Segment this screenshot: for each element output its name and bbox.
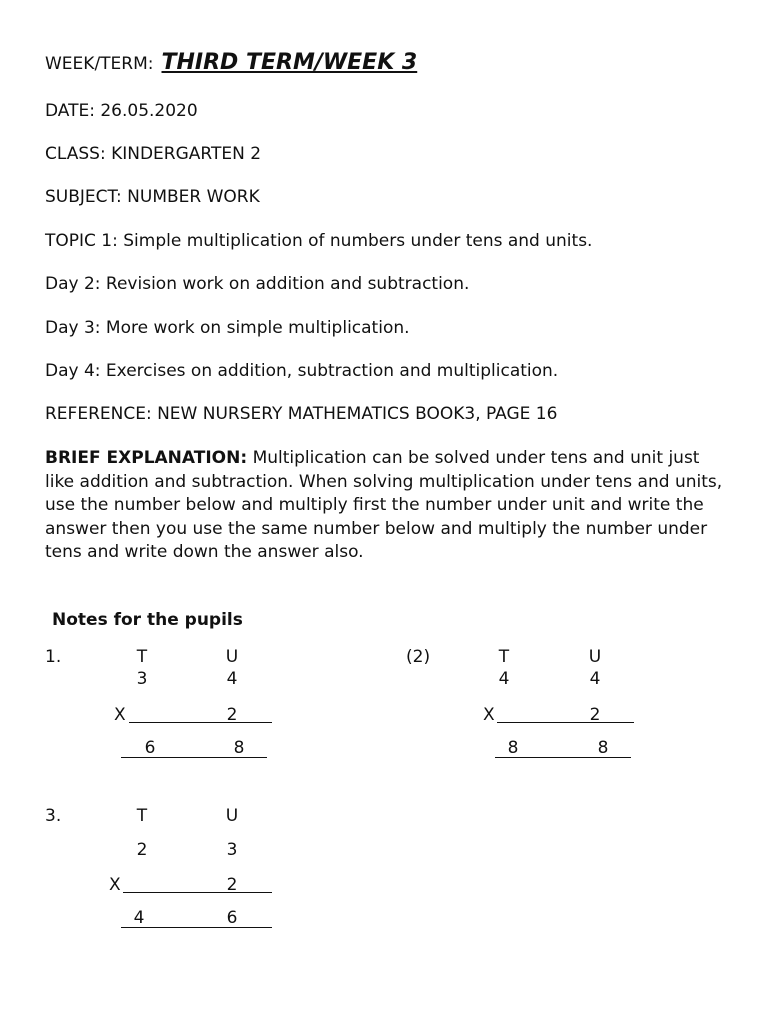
subject-line: SUBJECT: NUMBER WORK	[45, 187, 260, 207]
units-digit: 4	[589, 669, 601, 689]
class-line: CLASS: KINDERGARTEN 2	[45, 144, 262, 164]
week-term-line	[45, 52, 417, 75]
day3-line: Day 3: More work on simple multiplication.	[45, 318, 410, 338]
multiplier-digit: 2	[226, 705, 238, 725]
multiplier-underline	[129, 722, 272, 723]
exercise-number: 3.	[45, 806, 62, 826]
day4-line: Day 4: Exercises on addition, subtraction and multiplication.	[45, 361, 559, 381]
answer-tens: 8	[507, 738, 519, 758]
week-term-value: THIRD TERM/WEEK 3	[161, 50, 418, 75]
brief-explanation-text: Multiplication can be solved under tens and unit just like addition and subtraction. When solving multiplication under tens and units, use the number below and multiply first the number under unit and write the answer then you use the same number below and multiply the number under tens and write down the answer also.	[45, 448, 723, 562]
exercise-number: (2)	[406, 647, 431, 667]
notes-heading: Notes for the pupils	[52, 610, 243, 630]
answer-units: 8	[233, 738, 245, 758]
exercise-number: 1.	[45, 647, 62, 667]
week-term-label: WEEK/TERM:	[45, 54, 154, 74]
tens-header: T	[498, 647, 510, 667]
tens-digit: 2	[136, 840, 148, 860]
answer-units: 8	[597, 738, 609, 758]
answer-tens: 6	[144, 738, 156, 758]
tens-header: T	[136, 647, 148, 667]
multiplier-underline	[497, 722, 634, 723]
multiplier-digit: 2	[226, 875, 238, 895]
tens-header: T	[136, 806, 148, 826]
brief-explanation-label: BRIEF EXPLANATION:	[45, 448, 248, 468]
tens-digit: 3	[136, 669, 148, 689]
topic-line: TOPIC 1: Simple multiplication of numbers under tens and units.	[45, 231, 593, 251]
answer-tens: 4	[133, 908, 145, 928]
tens-digit: 4	[498, 669, 510, 689]
multiply-sign: X	[109, 875, 121, 895]
units-digit: 4	[226, 669, 238, 689]
answer-units: 6	[226, 908, 238, 928]
date-line: DATE: 26.05.2020	[45, 101, 198, 121]
multiply-sign: X	[114, 705, 126, 725]
day2-line: Day 2: Revision work on addition and subtraction.	[45, 274, 470, 294]
brief-explanation	[45, 447, 725, 565]
multiply-sign: X	[483, 705, 495, 725]
units-header: U	[225, 806, 239, 826]
units-header: U	[225, 647, 239, 667]
multiplier-underline	[123, 892, 272, 893]
reference-line: REFERENCE: NEW NURSERY MATHEMATICS BOOK3, PAGE 16	[45, 404, 558, 424]
units-header: U	[588, 647, 602, 667]
units-digit: 3	[226, 840, 238, 860]
multiplier-digit: 2	[589, 705, 601, 725]
